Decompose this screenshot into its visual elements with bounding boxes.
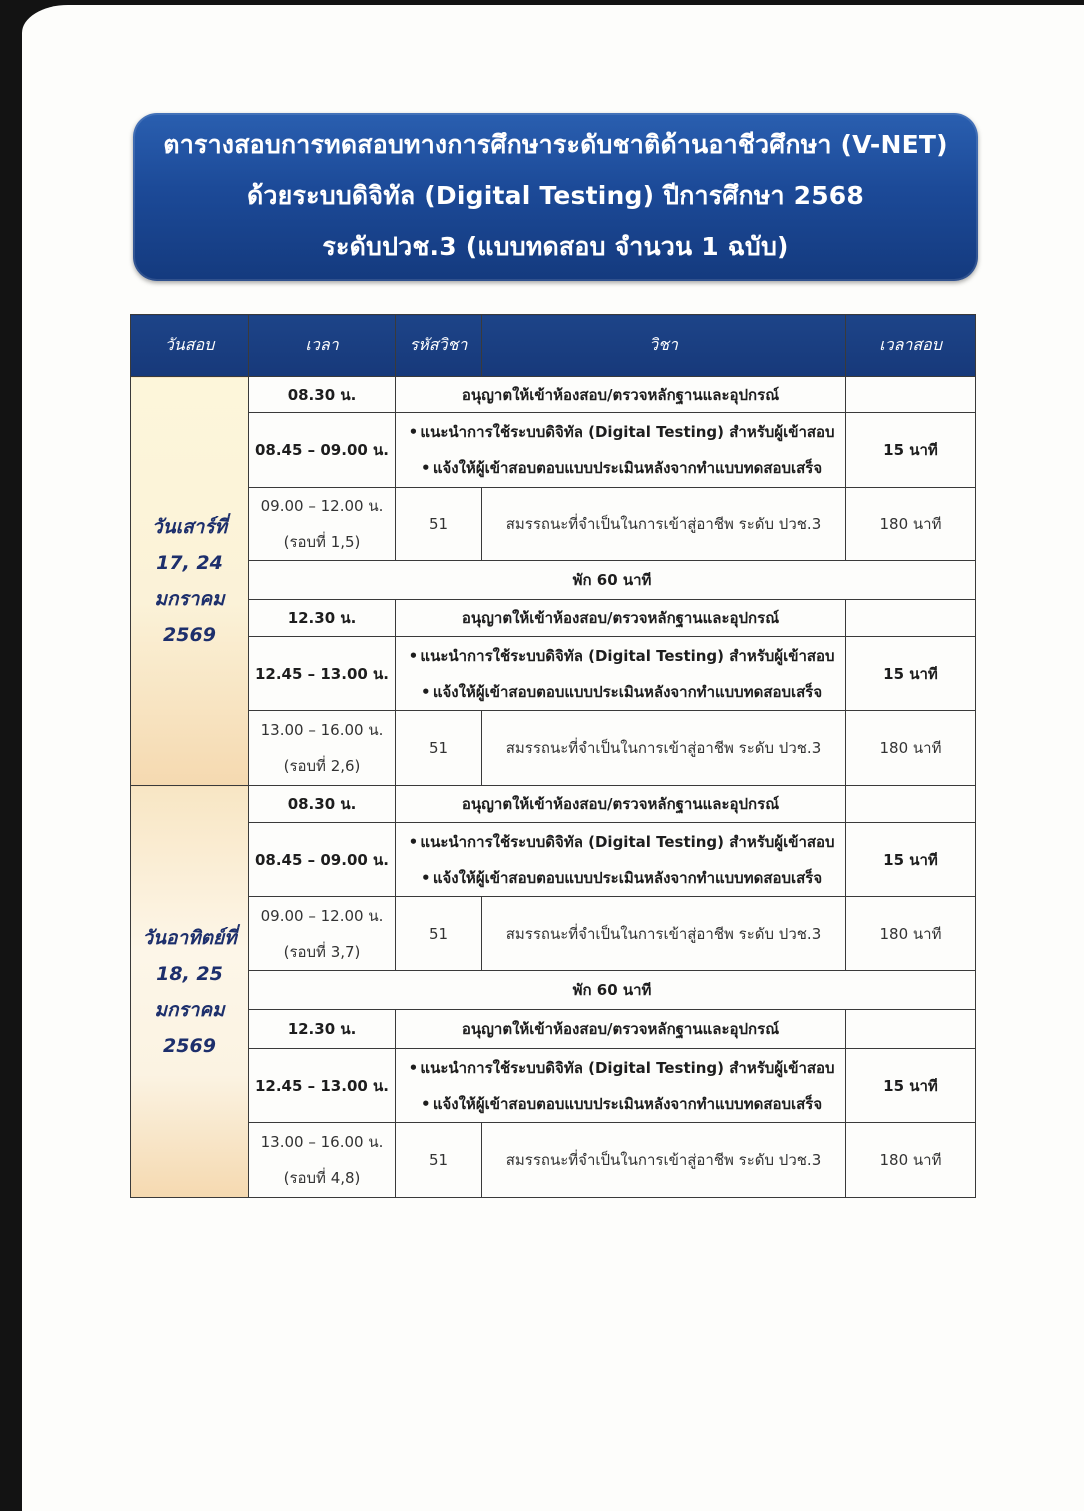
exam-time: 09.00 – 12.00 น. <box>260 497 384 515</box>
table-row <box>131 971 976 1010</box>
instruction-item: • แนะนำการใช้ระบบดิจิทัล (Digital Testing) สำหรับผู้เข้าสอบ <box>396 1050 845 1086</box>
exam-time-cell <box>249 711 396 786</box>
subject-code-cell: 51 <box>396 488 482 561</box>
instruction-item: • แจ้งให้ผู้เข้าสอบตอบแบบประเมินหลังจากทำแบบทดสอบเสร็จ <box>396 1086 845 1122</box>
time-cell: 08.30 น. <box>249 786 396 823</box>
activity-cell: อนุญาตให้เข้าห้องสอบ/ตรวจหลักฐานและอุปกรณ์ <box>396 1010 846 1049</box>
duration-cell: 15 นาที <box>846 823 976 897</box>
table-row <box>131 413 976 488</box>
break-cell: พัก 60 นาที <box>249 561 976 600</box>
day-label-line: วันอาทิตย์ที่ <box>142 926 237 949</box>
activity-cell: อนุญาตให้เข้าห้องสอบ/ตรวจหลักฐานและอุปกรณ์ <box>396 600 846 637</box>
table-row <box>131 711 976 786</box>
header-subject: วิชา <box>482 315 846 377</box>
title-banner <box>133 113 978 281</box>
subject-cell: สมรรถนะที่จำเป็นในการเข้าสู่อาชีพ ระดับ ปวช.3 <box>482 488 846 561</box>
table-row <box>131 1010 976 1049</box>
break-cell: พัก 60 นาที <box>249 971 976 1010</box>
exam-time-cell <box>249 897 396 971</box>
duration-cell: 15 นาที <box>846 637 976 711</box>
duration-cell-empty <box>846 1010 976 1049</box>
table-row <box>131 637 976 711</box>
duration-cell: 15 นาที <box>846 1049 976 1123</box>
exam-time: 09.00 – 12.00 น. <box>260 906 384 925</box>
instruction-item: • แจ้งให้ผู้เข้าสอบตอบแบบประเมินหลังจากทำแบบทดสอบเสร็จ <box>396 674 845 710</box>
duration-cell-empty <box>846 786 976 823</box>
exam-round: (รอบที่ 2,6) <box>283 757 361 775</box>
subject-cell: สมรรถนะที่จำเป็นในการเข้าสู่อาชีพ ระดับ ปวช.3 <box>482 1123 846 1198</box>
subject-code-cell: 51 <box>396 1123 482 1198</box>
table-row <box>131 600 976 637</box>
subject-cell: สมรรถนะที่จำเป็นในการเข้าสู่อาชีพ ระดับ ปวช.3 <box>482 897 846 971</box>
subject-code-cell: 51 <box>396 711 482 786</box>
day-cell-saturday <box>131 377 249 786</box>
instruction-list <box>396 1049 846 1123</box>
time-cell: 12.45 – 13.00 น. <box>249 1049 396 1123</box>
time-cell: 08.45 – 09.00 น. <box>249 823 396 897</box>
day-cell-sunday <box>131 786 249 1198</box>
duration-cell: 180 นาที <box>846 1123 976 1198</box>
table-row <box>131 561 976 600</box>
subject-code-cell: 51 <box>396 897 482 971</box>
header-code: รหัสวิชา <box>396 315 482 377</box>
day-label-line: 2569 <box>163 1034 216 1057</box>
title-line-2: ด้วยระบบดิจิทัล (Digital Testing) ปีการศึกษา 2568 <box>247 181 864 210</box>
subject-cell: สมรรถนะที่จำเป็นในการเข้าสู่อาชีพ ระดับ ปวช.3 <box>482 711 846 786</box>
day-label-line: 18, 25 <box>156 962 223 985</box>
exam-round: (รอบที่ 4,8) <box>283 1169 361 1187</box>
day-label-line: มกราคม <box>154 588 225 610</box>
duration-cell: 180 นาที <box>846 897 976 971</box>
exam-time: 13.00 – 16.00 น. <box>260 1133 384 1151</box>
instruction-item: • แจ้งให้ผู้เข้าสอบตอบแบบประเมินหลังจากทำแบบทดสอบเสร็จ <box>396 450 845 486</box>
day-label-line: 17, 24 <box>156 552 223 574</box>
exam-schedule-table <box>130 314 976 1198</box>
time-cell: 12.30 น. <box>249 1010 396 1049</box>
header-duration: เวลาสอบ <box>846 315 976 377</box>
instruction-item: • แนะนำการใช้ระบบดิจิทัล (Digital Testing) สำหรับผู้เข้าสอบ <box>396 824 845 860</box>
exam-round: (รอบที่ 1,5) <box>283 533 361 551</box>
duration-cell-empty <box>846 600 976 637</box>
table-row <box>131 823 976 897</box>
table-row <box>131 897 976 971</box>
time-cell: 12.30 น. <box>249 600 396 637</box>
header-day: วันสอบ <box>131 315 249 377</box>
day-label-line: 2569 <box>163 624 216 646</box>
table-body <box>131 377 976 1198</box>
instruction-item: • แนะนำการใช้ระบบดิจิทัล (Digital Testing) สำหรับผู้เข้าสอบ <box>396 414 845 450</box>
day-label-line: วันเสาร์ที่ <box>151 516 228 538</box>
exam-time-cell <box>249 1123 396 1198</box>
table-row <box>131 488 976 561</box>
table-row <box>131 377 976 413</box>
time-cell: 12.45 – 13.00 น. <box>249 637 396 711</box>
day-label-line: มกราคม <box>154 998 225 1021</box>
exam-round: (รอบที่ 3,7) <box>283 942 361 961</box>
table-header <box>131 315 976 377</box>
table-row <box>131 1123 976 1198</box>
instruction-list <box>396 637 846 711</box>
time-cell: 08.45 – 09.00 น. <box>249 413 396 488</box>
exam-time-cell <box>249 488 396 561</box>
exam-time: 13.00 – 16.00 น. <box>260 721 384 739</box>
title-line-3: ระดับปวช.3 (แบบทดสอบ จำนวน 1 ฉบับ) <box>322 232 789 261</box>
duration-cell-empty <box>846 377 976 413</box>
time-cell: 08.30 น. <box>249 377 396 413</box>
instruction-item: • แนะนำการใช้ระบบดิจิทัล (Digital Testing) สำหรับผู้เข้าสอบ <box>396 638 845 674</box>
instruction-list <box>396 413 846 488</box>
duration-cell: 15 นาที <box>846 413 976 488</box>
duration-cell: 180 นาที <box>846 488 976 561</box>
table-row <box>131 786 976 823</box>
activity-cell: อนุญาตให้เข้าห้องสอบ/ตรวจหลักฐานและอุปกรณ์ <box>396 786 846 823</box>
header-time: เวลา <box>249 315 396 377</box>
header-row <box>131 315 976 377</box>
instruction-item: • แจ้งให้ผู้เข้าสอบตอบแบบประเมินหลังจากทำแบบทดสอบเสร็จ <box>396 860 845 896</box>
activity-cell: อนุญาตให้เข้าห้องสอบ/ตรวจหลักฐานและอุปกรณ์ <box>396 377 846 413</box>
instruction-list <box>396 823 846 897</box>
title-line-1: ตารางสอบการทดสอบทางการศึกษาระดับชาติด้านอาชีวศึกษา (V-NET) <box>163 130 948 159</box>
duration-cell: 180 นาที <box>846 711 976 786</box>
table-row <box>131 1049 976 1123</box>
